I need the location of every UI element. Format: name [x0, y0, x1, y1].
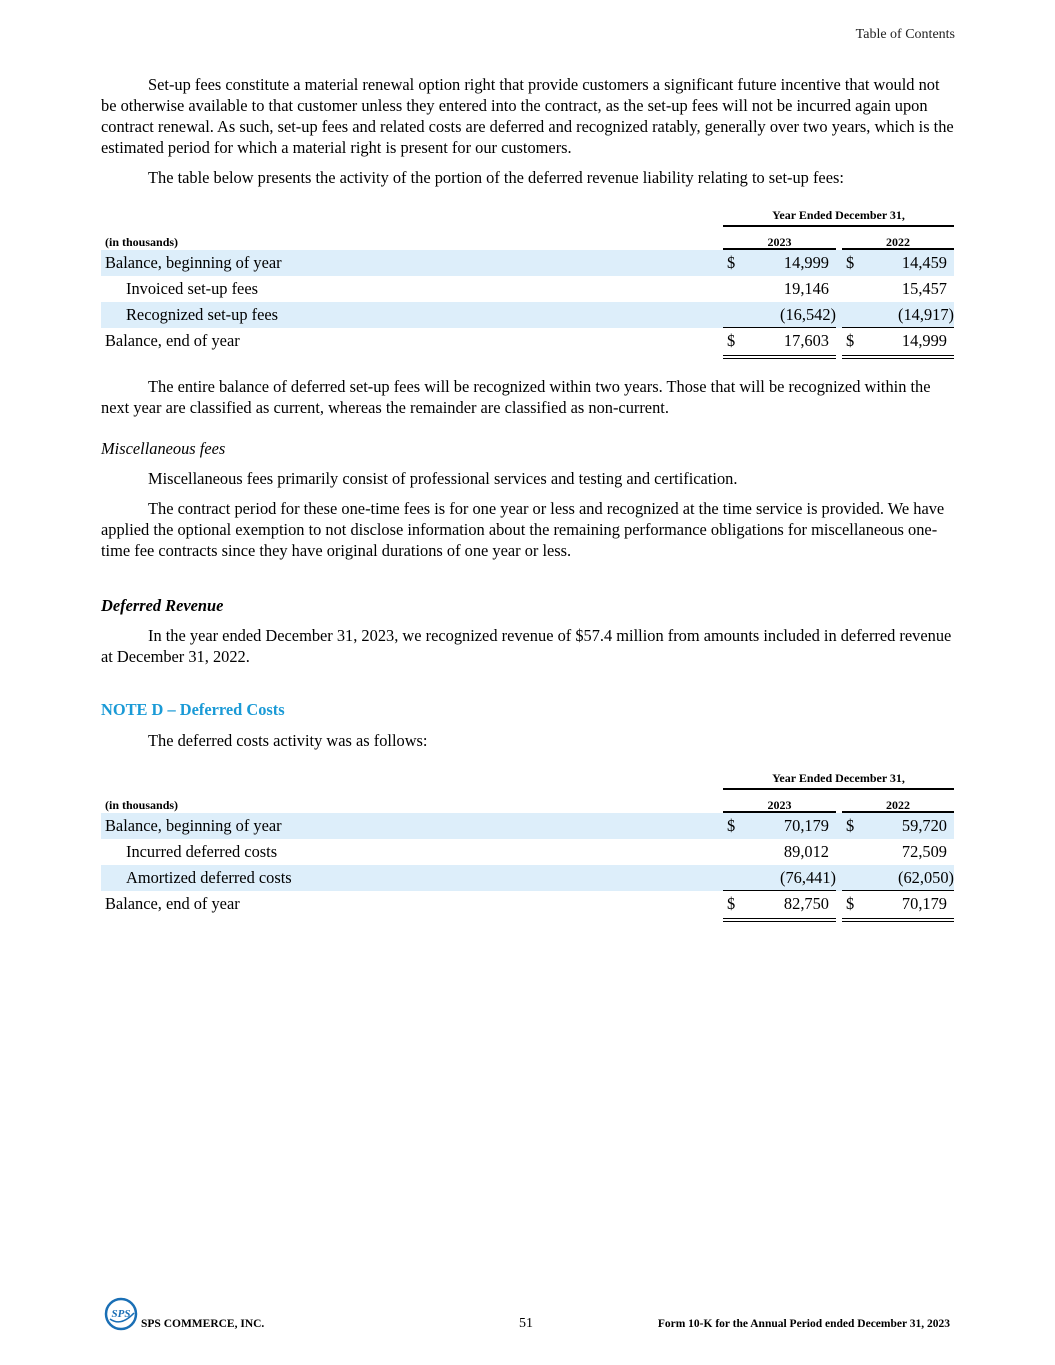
- currency-symbol: $: [727, 331, 736, 350]
- value-2022: 14,459: [901, 253, 947, 272]
- setup-fees-paragraph-1: Set-up fees constitute a material renewal option right that provide customers a significant future incentive that would not be otherwise available to that customer unless they entered into the contract, as the set-up fees will not be incurred again upon contract renewal. As such, set-up fees and related costs are deferred and recognized ratably, generally over two years, which is the estimated period for which a material right is present for our customers.: [101, 75, 954, 157]
- misc-fees-paragraph-2: The contract period for these one-time fees is for one year or less and recognized at the time service is provided. We have applied the optional exemption to not disclose information about the remaining performance obligations for miscellaneous one-time fee contracts since they have original durations of one year or less.: [101, 499, 945, 560]
- row-label: Incurred deferred costs: [126, 842, 278, 861]
- page-number: 51: [519, 1316, 533, 1331]
- total-double-rule: [723, 355, 836, 359]
- table-row: [101, 813, 954, 839]
- note-d-title: NOTE D – Deferred Costs: [101, 700, 285, 719]
- column-header-2023: 2023: [723, 795, 836, 813]
- value-2023: (76,441): [780, 868, 836, 887]
- table-row: [101, 302, 954, 328]
- company-name: SPS COMMERCE, INC.: [141, 1318, 265, 1330]
- table-row: [101, 276, 954, 302]
- row-label: Amortized deferred costs: [126, 868, 292, 887]
- table-row: [101, 865, 954, 891]
- currency-symbol: $: [846, 331, 855, 350]
- table-row-total: [101, 328, 954, 354]
- deferred-revenue-paragraph: In the year ended December 31, 2023, we recognized revenue of $57.4 million from amounts included in deferred revenue at December 31, 2022.: [101, 626, 952, 666]
- value-2023: 82,750: [783, 894, 829, 913]
- misc-fees-paragraph-1: Miscellaneous fees primarily consist of professional services and testing and certification.: [148, 469, 738, 488]
- total-double-rule: [842, 918, 954, 922]
- column-header-2022: 2022: [842, 795, 954, 813]
- row-label: Balance, beginning of year: [105, 253, 282, 272]
- currency-symbol: $: [846, 894, 855, 913]
- value-2022: (62,050): [898, 868, 954, 887]
- value-2023: (16,542): [780, 305, 836, 324]
- table-row: [101, 250, 954, 276]
- sps-logo-icon: [104, 1297, 140, 1331]
- page-footer: [0, 1295, 1055, 1335]
- table-row: [101, 839, 954, 865]
- page-content: [101, 74, 954, 939]
- setup-fees-table: [101, 208, 954, 354]
- value-2023: 89,012: [783, 842, 829, 861]
- value-2023: 70,179: [783, 816, 829, 835]
- value-2023: 19,146: [783, 279, 829, 298]
- column-header-2022: 2022: [842, 232, 954, 250]
- row-label: Balance, end of year: [105, 331, 240, 350]
- deferred-revenue-heading: Deferred Revenue: [101, 596, 224, 615]
- table-period-header: Year Ended December 31,: [723, 208, 954, 227]
- table-units-label: (in thousands): [105, 798, 179, 812]
- row-label: Invoiced set-up fees: [126, 279, 258, 298]
- currency-symbol: $: [846, 816, 855, 835]
- value-2022: 15,457: [901, 279, 947, 298]
- value-2022: 72,509: [901, 842, 947, 861]
- table-row-total: [101, 891, 954, 917]
- value-2022: 14,999: [901, 331, 947, 350]
- setup-fees-paragraph-3: The entire balance of deferred set-up fees will be recognized within two years. Those that will be recognized within the next year are classified as current, whereas the remainder are classified as non-current.: [101, 377, 931, 417]
- row-label: Recognized set-up fees: [126, 305, 279, 324]
- value-2023: 14,999: [783, 253, 829, 272]
- total-double-rule: [842, 355, 954, 359]
- row-label: Balance, end of year: [105, 894, 240, 913]
- form-reference: Form 10-K for the Annual Period ended December 31, 2023: [657, 1318, 950, 1330]
- row-label: Balance, beginning of year: [105, 816, 282, 835]
- currency-symbol: $: [727, 816, 736, 835]
- note-d-intro: The deferred costs activity was as follows:: [148, 731, 428, 750]
- table-units-label: (in thousands): [105, 235, 179, 249]
- value-2022: (14,917): [898, 305, 954, 324]
- currency-symbol: $: [727, 253, 736, 272]
- logo-text: SPS: [111, 1308, 131, 1320]
- table-of-contents-link[interactable]: Table of Contents: [855, 27, 955, 42]
- setup-fees-paragraph-2: The table below presents the activity of the portion of the deferred revenue liability relating to set-up fees:: [148, 168, 844, 187]
- deferred-costs-table: [101, 771, 954, 917]
- column-header-2023: 2023: [723, 232, 836, 250]
- table-period-header: Year Ended December 31,: [723, 771, 954, 790]
- value-2023: 17,603: [783, 331, 829, 350]
- value-2022: 59,720: [901, 816, 947, 835]
- currency-symbol: $: [846, 253, 855, 272]
- currency-symbol: $: [727, 894, 736, 913]
- misc-fees-heading: Miscellaneous fees: [101, 439, 226, 458]
- value-2022: 70,179: [901, 894, 947, 913]
- total-double-rule: [723, 918, 836, 922]
